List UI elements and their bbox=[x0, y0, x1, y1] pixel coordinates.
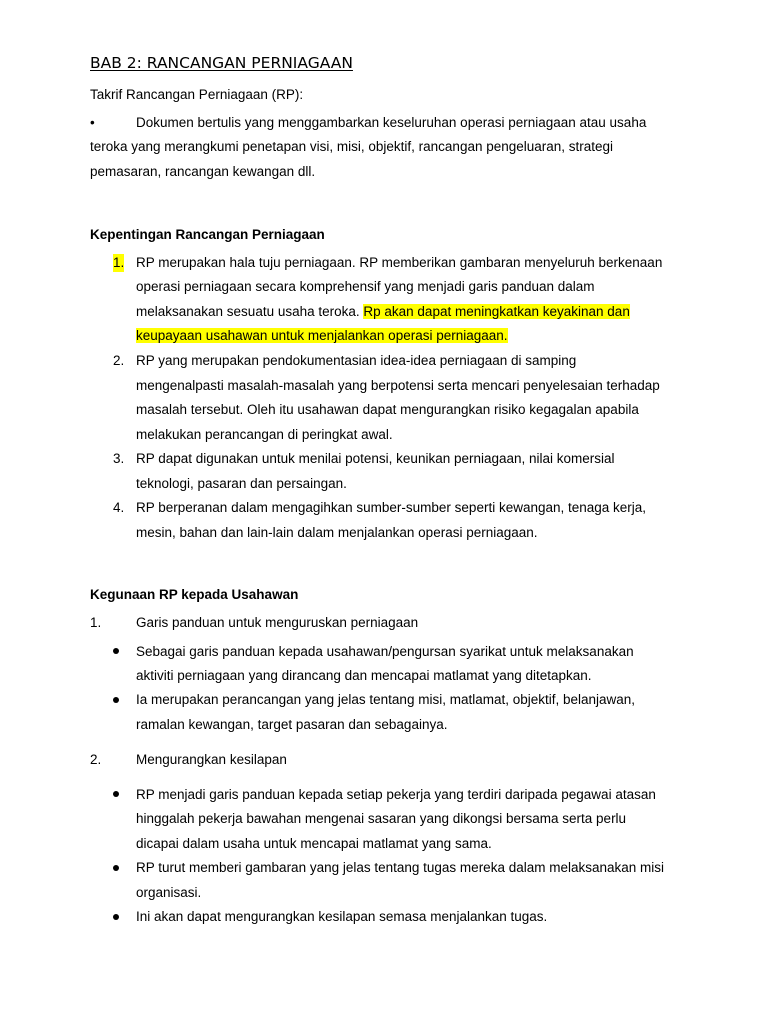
plain-text: melaksanakan sesuatu usaha teroka. bbox=[136, 304, 364, 319]
definition-intro: Takrif Rancangan Perniagaan (RP): bbox=[90, 87, 304, 102]
list-item-line: RP yang merupakan pendokumentasian idea-idea perniagaan di samping bbox=[136, 353, 577, 368]
definition-line: teroka yang merangkumi penetapan visi, misi, objektif, rancangan pengeluaran, strategi bbox=[90, 139, 614, 154]
list-item-title: Garis panduan untuk menguruskan perniagaan bbox=[136, 615, 419, 630]
bullet-line: Ini akan dapat mengurangkan kesilapan semasa menjalankan tugas. bbox=[136, 909, 548, 924]
list-number: 3. bbox=[113, 451, 125, 466]
list-item-line: RP merupakan hala tuju perniagaan. RP memberikan gambaran menyeluruh berkenaan bbox=[136, 255, 663, 270]
list-item-line: mengenalpasti masalah-masalah yang berpotensi serta mencari penyelesaian terhadap bbox=[136, 378, 660, 393]
highlighted-text: keupayaan usahawan untuk menjalankan operasi perniagaan. bbox=[136, 328, 508, 343]
highlighted-text: Rp akan dapat meningkatkan keyakinan dan bbox=[363, 304, 630, 319]
list-item-line: teknologi, pasaran dan persaingan. bbox=[136, 476, 347, 491]
section-heading-kegunaan: Kegunaan RP kepada Usahawan bbox=[90, 587, 299, 602]
bullet-icon bbox=[113, 648, 119, 654]
bullet-glyph: • bbox=[90, 115, 95, 130]
bullet-line: Ia merupakan perancangan yang jelas tentang misi, matlamat, objektif, belanjawan, bbox=[136, 692, 636, 707]
bullet-line: aktiviti perniagaan yang dirancang dan mencapai matlamat yang ditetapkan. bbox=[136, 668, 592, 683]
bullet-line: RP turut memberi gambaran yang jelas tentang tugas mereka dalam melaksanakan misi bbox=[136, 860, 665, 875]
list-item-line: melakukan perancangan di peringkat awal. bbox=[136, 427, 393, 442]
bullet-icon bbox=[113, 791, 119, 797]
list-item-line bbox=[136, 327, 508, 345]
page-title: BAB 2: RANCANGAN PERNIAGAAN bbox=[90, 54, 353, 72]
list-item-line: RP dapat digunakan untuk menilai potensi, keunikan perniagaan, nilai komersial bbox=[136, 451, 615, 466]
bullet-icon bbox=[113, 914, 119, 920]
bullet-icon bbox=[113, 865, 119, 871]
bullet-line: ramalan kewangan, target pasaran dan sebagainya. bbox=[136, 717, 448, 732]
list-number: 1. bbox=[90, 615, 102, 630]
section-heading-kepentingan: Kepentingan Rancangan Perniagaan bbox=[90, 227, 325, 242]
list-item-line: operasi perniagaan secara komprehensif yang menjadi garis panduan dalam bbox=[136, 279, 595, 294]
list-item-line: RP berperanan dalam mengagihkan sumber-sumber seperti kewangan, tenaga kerja, bbox=[136, 500, 647, 515]
definition-line: Dokumen bertulis yang menggambarkan keseluruhan operasi perniagaan atau usaha bbox=[136, 115, 647, 130]
list-number: 2. bbox=[113, 353, 125, 368]
bullet-line: RP menjadi garis panduan kepada setiap pekerja yang terdiri daripada pegawai atasan bbox=[136, 787, 656, 802]
list-item-line: masalah tersebut. Oleh itu usahawan dapat mengurangkan risiko kegagalan apabila bbox=[136, 402, 639, 417]
list-number: 4. bbox=[113, 500, 125, 515]
bullet-line: dicapai dalam usaha untuk mencapai matlamat yang sama. bbox=[136, 836, 492, 851]
bullet-line: Sebagai garis panduan kepada usahawan/pengursan syarikat untuk melaksanakan bbox=[136, 644, 634, 659]
list-item-line: mesin, bahan dan lain-lain dalam menjalankan operasi perniagaan. bbox=[136, 525, 538, 540]
list-item-title: Mengurangkan kesilapan bbox=[136, 752, 287, 767]
list-number: 2. bbox=[90, 752, 102, 767]
list-number: 1. bbox=[113, 255, 125, 270]
bullet-line: organisasi. bbox=[136, 885, 202, 900]
list-item-line bbox=[136, 303, 630, 321]
definition-line: pemasaran, rancangan kewangan dll. bbox=[90, 164, 316, 179]
bullet-icon bbox=[113, 697, 119, 703]
bullet-line: hinggalah pekerja bawahan mengenai sasaran yang dikongsi bersama serta perlu bbox=[136, 811, 627, 826]
